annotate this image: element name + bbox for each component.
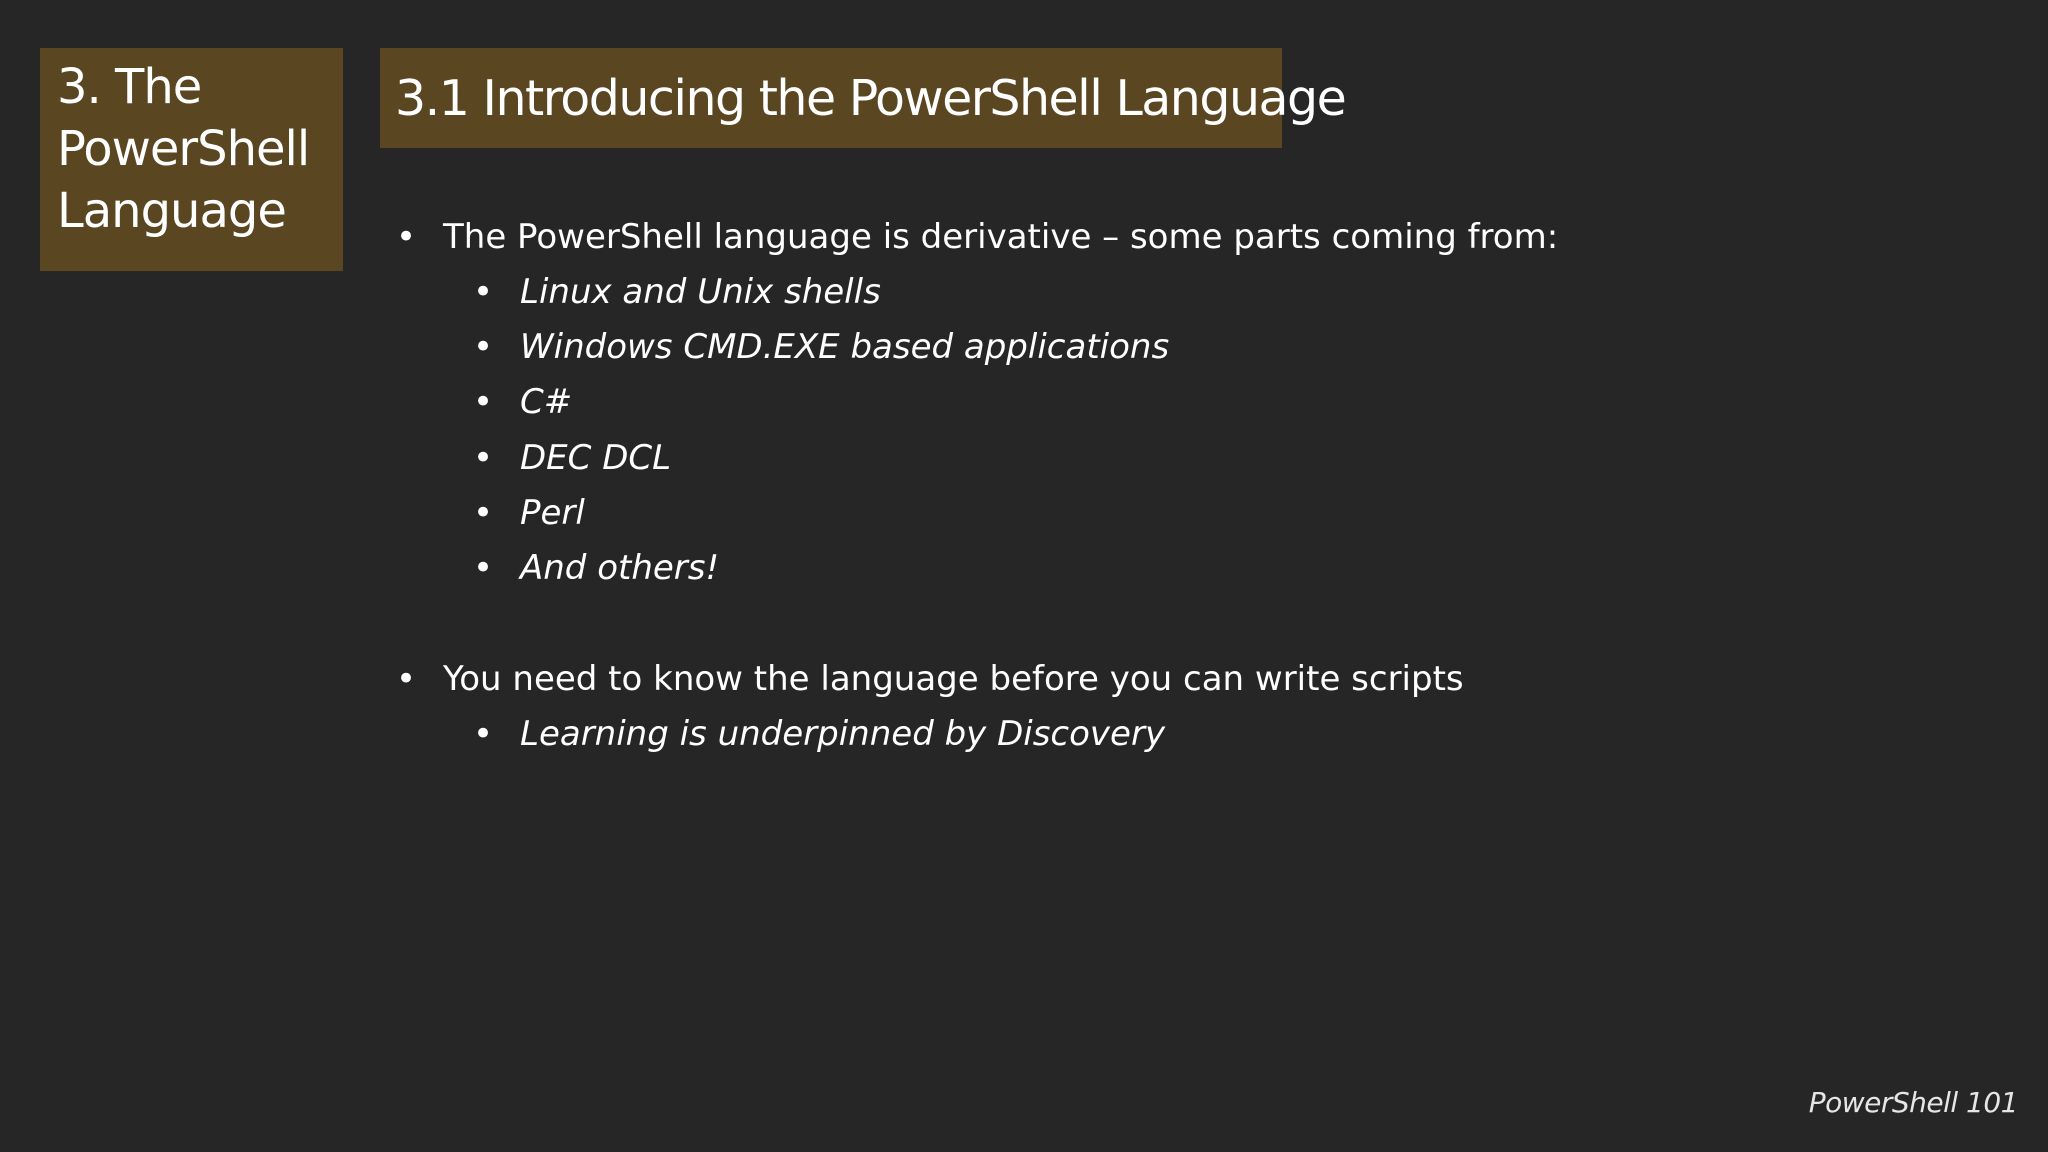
sub-bullet-text: Learning is underpinned by Discovery xyxy=(520,714,1166,754)
sub-bullet-item xyxy=(473,714,1166,754)
bullet-dot: • xyxy=(473,493,494,533)
bullet-dot: • xyxy=(473,714,494,754)
sub-bullet-item xyxy=(473,382,573,422)
sub-bullet-item xyxy=(473,327,1170,367)
sub-bullet-text: Perl xyxy=(520,493,585,533)
sub-bullet-text: C# xyxy=(520,382,573,422)
sub-bullet-item xyxy=(473,548,720,588)
sub-bullet-text: And others! xyxy=(520,548,720,588)
sub-bullet-item xyxy=(473,272,881,312)
sub-bullet-text: DEC DCL xyxy=(520,438,672,478)
bullet-text: The PowerShell language is derivative – some parts coming from: xyxy=(443,217,1559,257)
bullet-dot: • xyxy=(473,272,494,312)
bullet-dot: • xyxy=(473,438,494,478)
bullet-dot: • xyxy=(396,217,417,257)
sub-bullet-item xyxy=(473,438,672,478)
bullet-item xyxy=(396,217,1559,257)
sub-bullet-text: Windows CMD.EXE based applications xyxy=(520,327,1170,367)
section-title-line-3: Language xyxy=(57,183,286,239)
bullet-dot: • xyxy=(473,548,494,588)
sub-bullet-text: Linux and Unix shells xyxy=(520,272,881,312)
sub-bullet-item xyxy=(473,493,585,533)
slide-title: 3.1 Introducing the PowerShell Language xyxy=(395,69,1346,127)
bullet-dot: • xyxy=(396,659,417,699)
section-title-line-1: 3. The xyxy=(57,59,202,115)
bullet-item xyxy=(396,659,1464,699)
bullet-text: You need to know the language before you can write scripts xyxy=(443,659,1464,699)
bullet-dot: • xyxy=(473,382,494,422)
footer-course-name: PowerShell 101 xyxy=(1808,1086,2018,1119)
bullet-dot: • xyxy=(473,327,494,367)
section-title-line-2: PowerShell xyxy=(57,121,310,177)
